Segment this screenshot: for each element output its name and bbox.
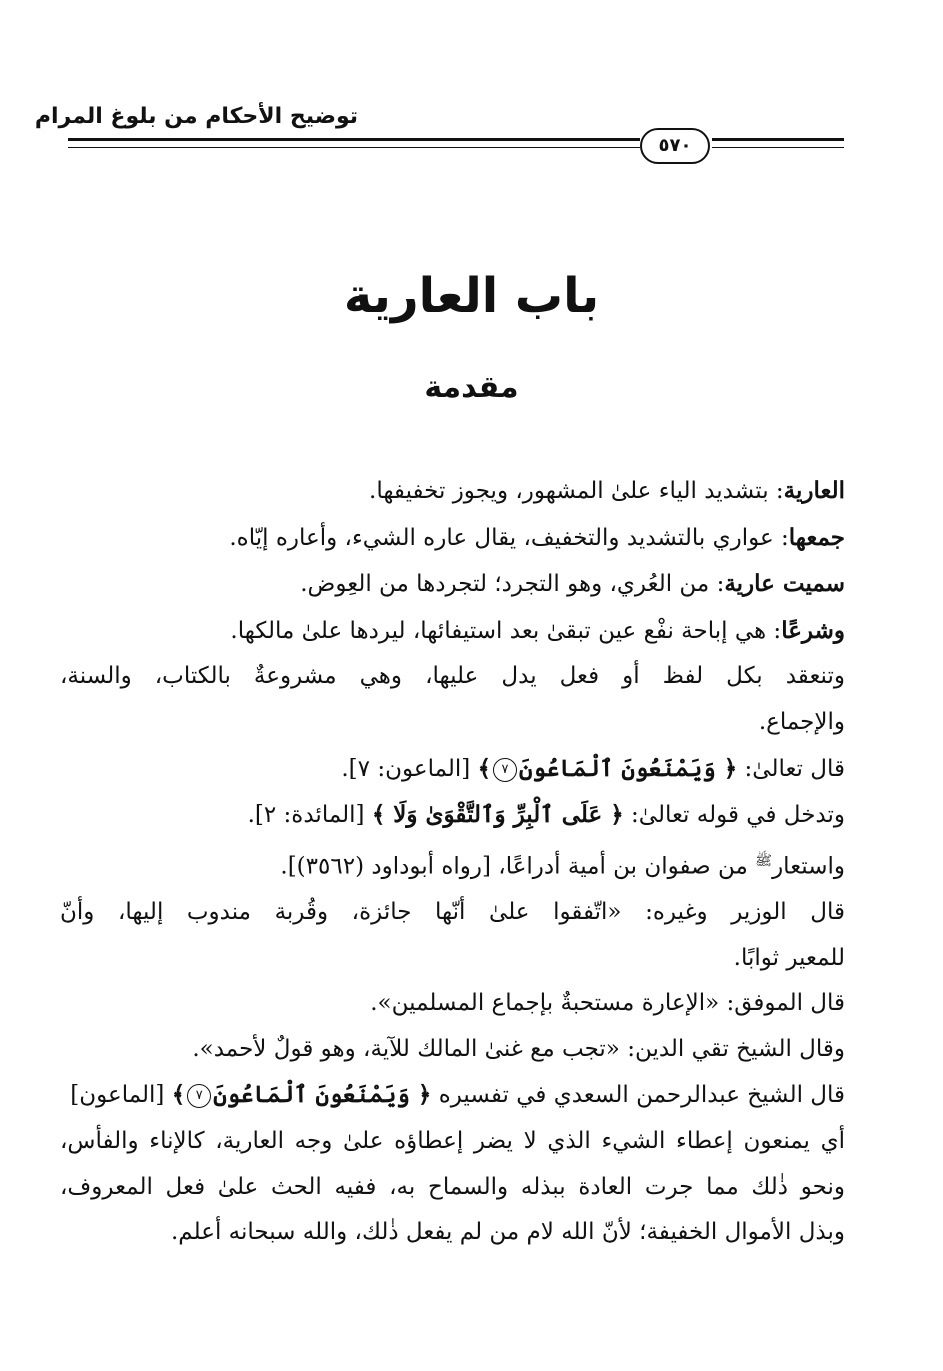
text-line: وتنعقد بكل لفظ أو فعل يدل عليها، وهي مشروعةٌ بالكتاب، والسنة، [60, 663, 845, 690]
text-line: أي يمنعون إعطاء الشيء الذي لا يضر إعطاؤه علىٰ وجه العارية، كالإناء والفأس، [60, 1127, 845, 1154]
text-line: قال الموفق: «الإعارة مستحبةٌ بإجماع المسلمين». [370, 990, 845, 1017]
definition: : هي إباحة نفْع عين تبقىٰ بعد استيفائها، ليردها علىٰ مالكها. [230, 617, 782, 644]
term: سميت عارية [724, 570, 845, 598]
definition-line [60, 608, 845, 655]
verse-line [60, 746, 845, 793]
text-line: وبذل الأموال الخفيفة؛ لأنّ الله لام من لم يفعل ذٰلك، والله سبحانه أعلم. [171, 1219, 845, 1246]
body-text [60, 468, 845, 1256]
text-line: قال الوزير وغيره: «اتّفقوا علىٰ أنّها جائزة، وقُربة مندوب إليها، وأنّ [60, 899, 845, 925]
running-title: توضيح الأحكام من بلوغ المرام [34, 104, 358, 129]
verse-line [60, 792, 845, 839]
header-rule-thin-left [68, 147, 640, 148]
term: جمعها [788, 523, 845, 551]
definition: : عواري بالتشديد والتخفيف، يقال عاره الشيء، وأعاره إيّاه. [229, 524, 789, 551]
ayah-number-marker: ٧ [493, 758, 517, 782]
text-line: ونحو ذٰلك مما جرت العادة ببذله والسماح به، ففيه الحث علىٰ فعل المعروف، [60, 1173, 845, 1200]
verse-reference: [الماعون] [70, 1082, 165, 1109]
header-rule-thick-right [712, 138, 844, 141]
definition-line [60, 468, 845, 515]
verse-intro: قال تعالىٰ: [744, 755, 845, 782]
term: العارية [783, 477, 845, 504]
header-rule-thick-left [68, 138, 640, 141]
verse-intro: وتدخل في قوله تعالىٰ: [631, 802, 845, 829]
hadith-text: من صفوان بن أمية أدراعًا، [رواه أبوداود (٣٥٦٢)]. [280, 853, 748, 880]
text-line: والإجماع. [758, 708, 845, 735]
definition: : من العُري، وهو التجرد؛ لتجردها من العِوض. [300, 571, 725, 598]
term: وشرعًا [781, 616, 845, 644]
text-line: وقال الشيخ تقي الدين: «تجب مع غنىٰ المالك للآية، وهو قولٌ لأحمد». [192, 1035, 845, 1062]
page-number: ٥٧٠ [640, 128, 710, 164]
text-line: للمعير ثوابًا. [733, 944, 845, 971]
chapter-title: باب العارية [343, 268, 600, 324]
hadith-line [60, 839, 845, 890]
quran-bracket: ﴾ [171, 1081, 186, 1109]
ayah-number-marker: ٧ [187, 1084, 211, 1108]
header-rule-thin-right [712, 147, 844, 148]
definition-line [60, 561, 845, 608]
verse-line [60, 1072, 845, 1119]
hadith-intro: واستعار [772, 853, 845, 880]
definition-line [60, 515, 845, 562]
verse-reference: [الماعون: ٧]. [341, 755, 471, 782]
salutation-glyph: ﷺ [755, 852, 773, 869]
definition: : بتشديد الياء علىٰ المشهور، ويجوز تخفيفها. [369, 478, 784, 504]
quran-bracket: ﴾ [477, 754, 492, 782]
verse-intro: قال الشيخ عبدالرحمن السعدي في تفسيره [438, 1082, 845, 1109]
section-title: مقدمة [424, 370, 519, 405]
quran-verse: ﴿ وَيَمْنَعُونَ ٱلْمَاعُونَ [519, 754, 738, 782]
quran-verse: ﴿ عَلَى ٱلْبِرِّ وَٱلتَّقْوَىٰ وَلَا ﴾ [371, 801, 624, 829]
verse-reference: [المائدة: ٢]. [247, 802, 365, 829]
quran-verse: ﴿ وَيَمْنَعُونَ ٱلْمَاعُونَ [213, 1081, 432, 1109]
